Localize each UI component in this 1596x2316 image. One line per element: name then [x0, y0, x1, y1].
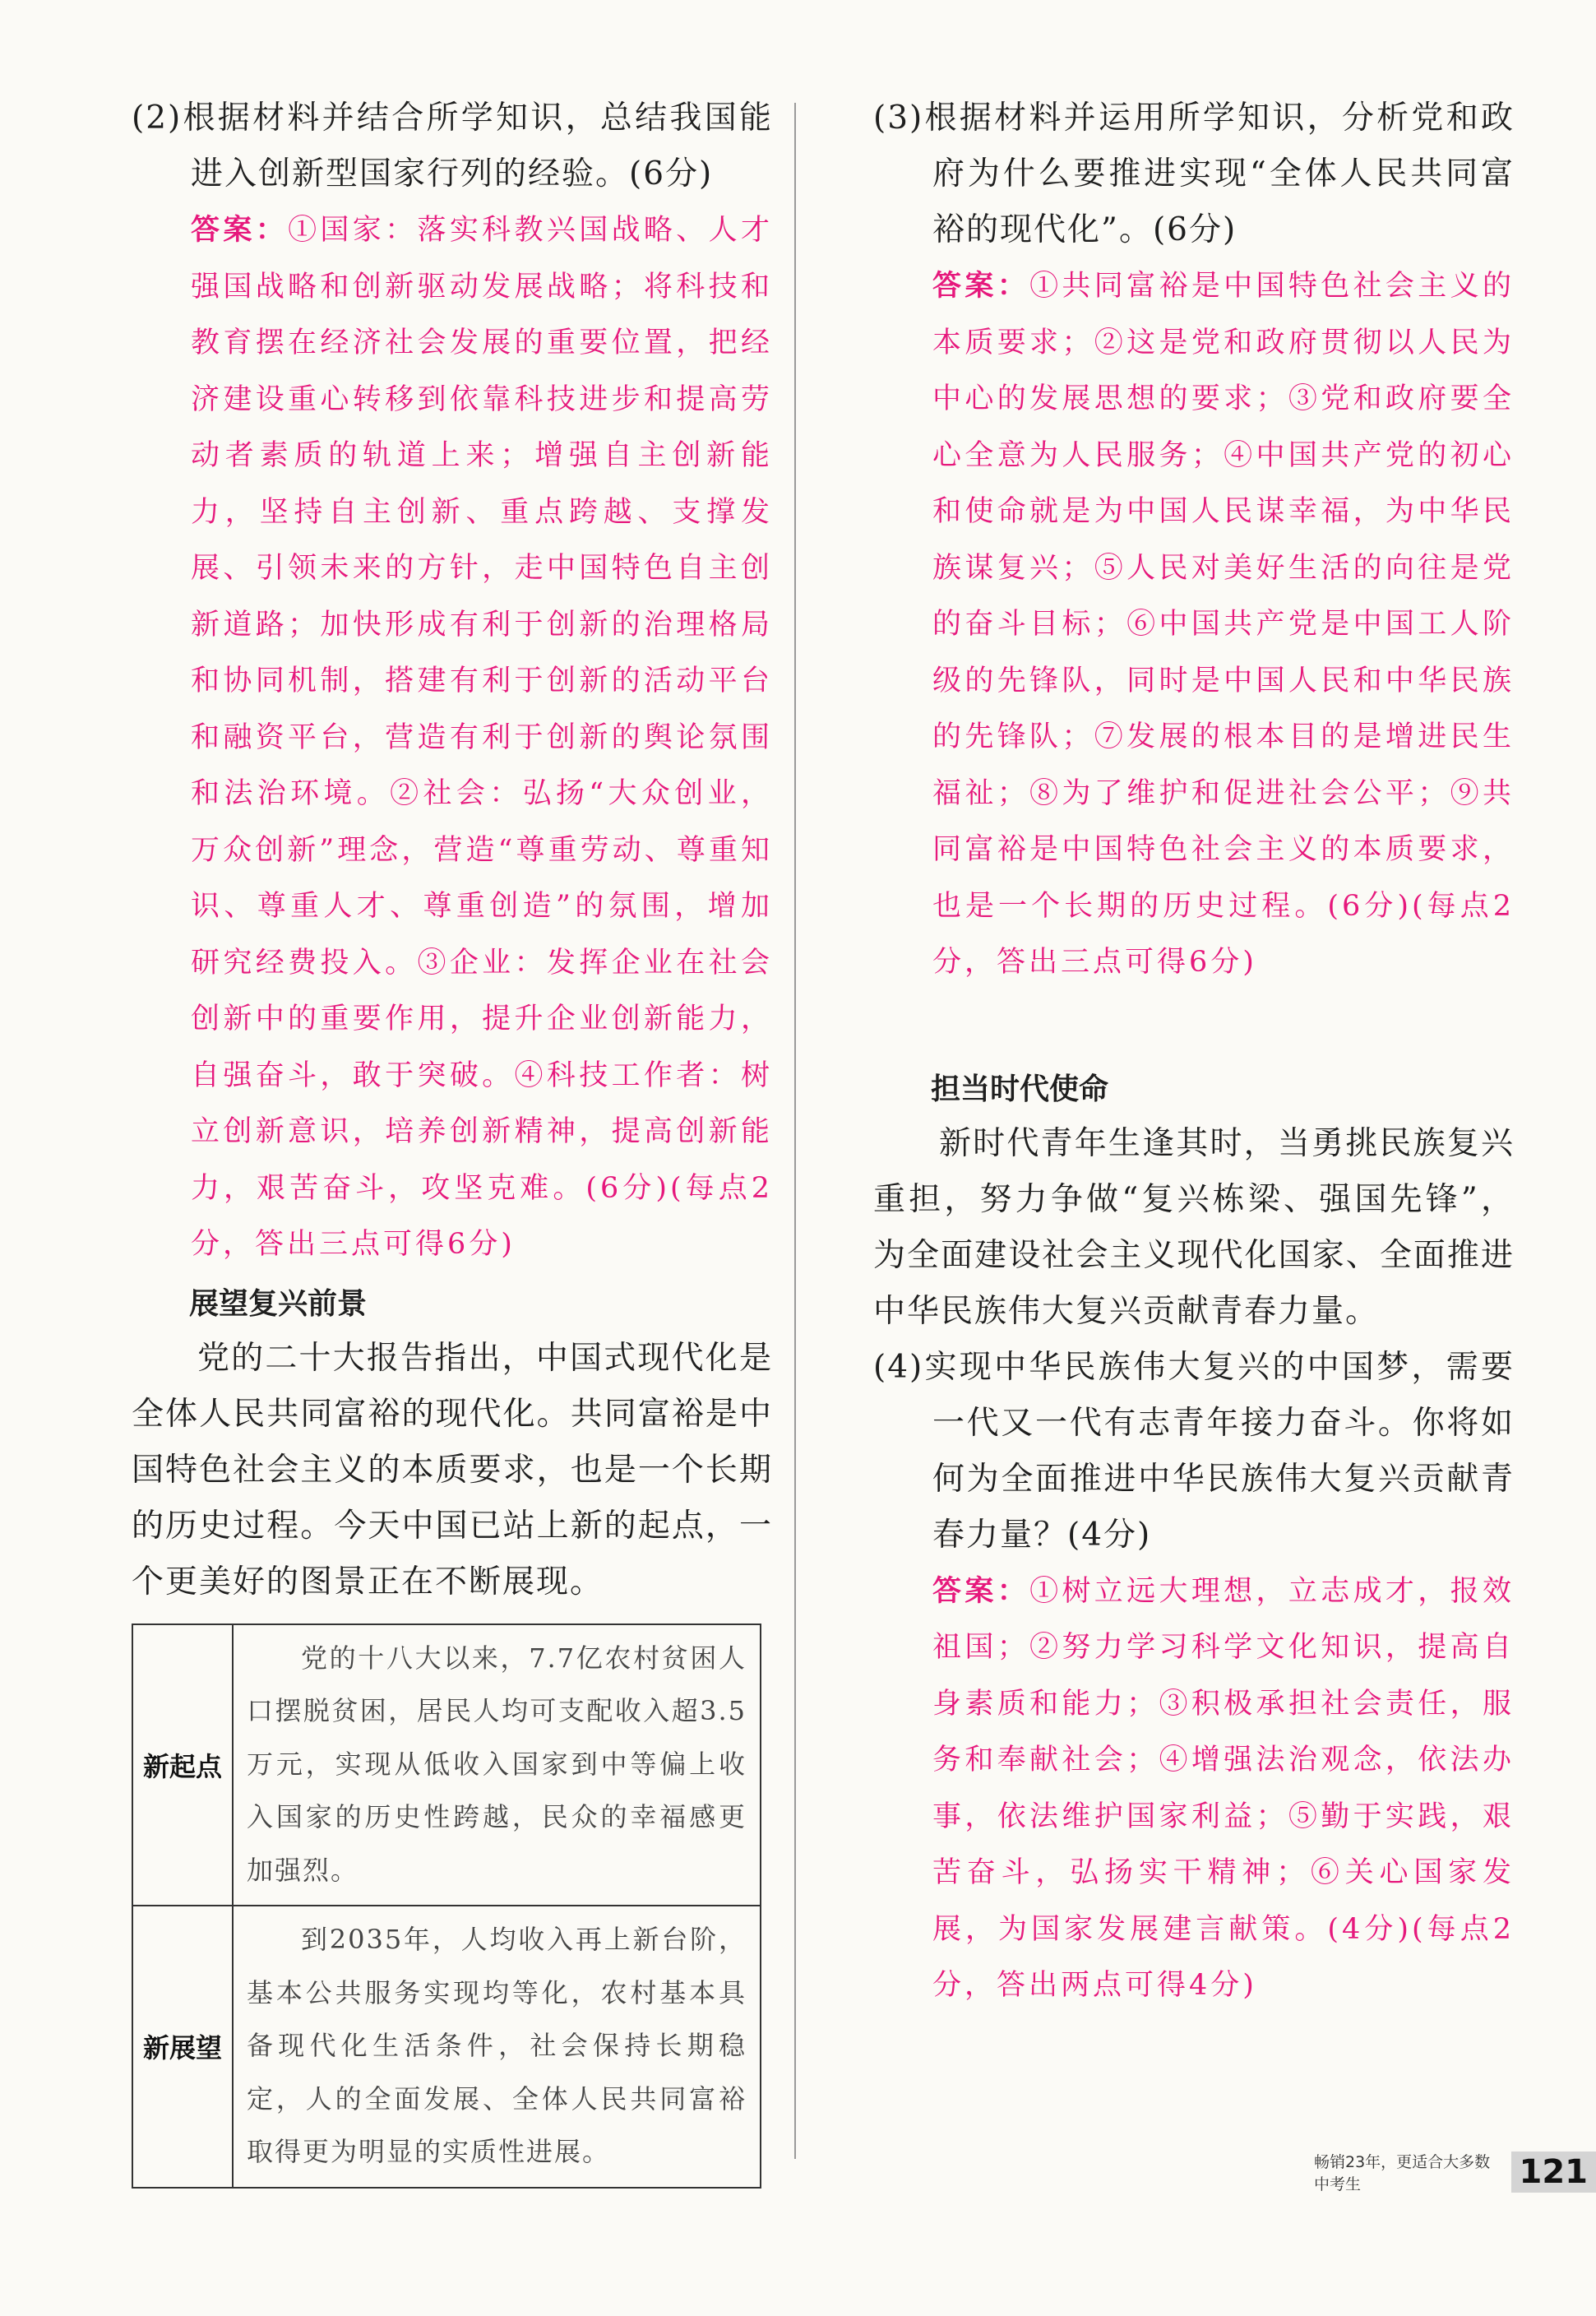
answer-label: 答案：	[932, 1573, 1030, 1608]
answer-4-text: ①树立远大理想，立志成才，报效祖国；②努力学习科学文化知识，提高自身素质和能力；③积极承担社会责任，服务和奉献社会；④增强法治观念，依法办事，依法维护国家利益；⑤勤于实践，艰苦奋斗，弘扬实干精神；⑥关心国家发展，为国家发展建言献策。(4分)(每点2分，答出两点可得4分)	[932, 1574, 1515, 2002]
question-4: (4)实现中华民族伟大复兴的中国梦，需要一代又一代有志青年接力奋斗。你将如何为全面推进中华民族伟大复兴贡献青春力量？(4分)	[873, 1348, 1515, 1554]
right-column	[873, 90, 1515, 2014]
answer-label: 答案：	[932, 269, 1030, 303]
table-label: 新展望	[132, 1906, 233, 2188]
table-text: 到2035年，人均收入再上新台阶，基本公共服务实现均等化，农村基本具备现代化生活条件，社会保持长期稳定，人的全面发展、全体人民共同富裕取得更为明显的实质性进展。	[233, 1906, 761, 2188]
page-number: 121	[1511, 2152, 1596, 2193]
question-2: (2)根据材料并结合所学知识，总结我国能进入创新型国家行列的经验。(6分)	[132, 100, 773, 192]
question-3: (3)根据材料并运用所学知识，分析党和政府为什么要推进实现“全体人民共同富裕的现代化”。(6分)	[873, 100, 1515, 248]
table-text: 党的十八大以来，7.7亿农村贫困人口摆脱贫困，居民人均可支配收入超3.5万元，实现从低收入国家到中等偏上收入国家的历史性跨越，民众的幸福感更加强烈。	[233, 1624, 761, 1906]
column-divider	[794, 103, 796, 2159]
footer-slogan: 畅销23年，更适合大多数中考生	[1314, 2153, 1491, 2193]
section-title-mission: 担当时代使命	[931, 1072, 1109, 1106]
answer-3-text: ①共同富裕是中国特色社会主义的本质要求；②这是党和政府贯彻以人民为中心的发展思想的要求；③党和政府要全心全意为人民服务；④中国共产党的初心和使命就是为中国人民谋幸福，为中华民族谋复兴；⑤人民对美好生活的向往是党的奋斗目标；⑥中国共产党是中国工人阶级的先锋队，同时是中国人民和中华民族的先锋队；⑦发展的根本目的是增进民生福祉；⑧为了维护和促进社会公平；⑨共同富裕是中国特色社会主义的本质要求，也是一个长期的历史过程。(6分)(每点2分，答出三点可得6分)	[932, 270, 1515, 979]
answer-4	[873, 1563, 1515, 2014]
table-row	[132, 1624, 761, 1906]
answer-label: 答案：	[191, 213, 289, 247]
answer-2	[132, 202, 773, 1273]
left-column	[132, 90, 773, 2189]
answer-2-text: ①国家：落实科教兴国战略、人才强国战略和创新驱动发展战略；将科技和教育摆在经济社会发展的重要位置，把经济建设重心转移到依靠科技进步和提高劳动者素质的轨道上来；增强自主创新能力，坚持自主创新、重点跨越、支撑发展、引领未来的方针，走中国特色自主创新道路；加快形成有利于创新的治理格局和协同机制，搭建有利于创新的活动平台和融资平台，营造有利于创新的舆论氛围和法治环境。②社会：弘扬“大众创业，万众创新”理念，营造“尊重劳动、尊重知识、尊重人才、尊重创造”的氛围，增加研究经费投入。③企业：发挥企业在社会创新中的重要作用，提升企业创新能力，自强奋斗，敢于突破。④科技工作者：树立创新意识，培养创新精神，提高创新能力，艰苦奋斗，攻坚克难。(6分)(每点2分，答出三点可得6分)	[191, 214, 773, 1261]
table-row	[132, 1906, 761, 2188]
intro-paragraph-right: 新时代青年生逢其时，当勇挑民族复兴重担，努力争做“复兴栋梁、强国先锋”，为全面建设社会主义现代化国家、全面推进中华民族伟大复兴贡献青春力量。	[873, 1124, 1515, 1330]
section-title-outlook: 展望复兴前景	[189, 1286, 368, 1321]
page-footer	[1314, 2150, 1596, 2194]
answer-3	[873, 258, 1515, 991]
info-table	[132, 1624, 761, 2189]
table-label: 新起点	[132, 1624, 233, 1906]
intro-paragraph-left: 党的二十大报告指出，中国式现代化是全体人民共同富裕的现代化。共同富裕是中国特色社会主义的本质要求，也是一个长期的历史过程。今天中国已站上新的起点，一个更美好的图景正在不断展现。	[132, 1339, 773, 1600]
